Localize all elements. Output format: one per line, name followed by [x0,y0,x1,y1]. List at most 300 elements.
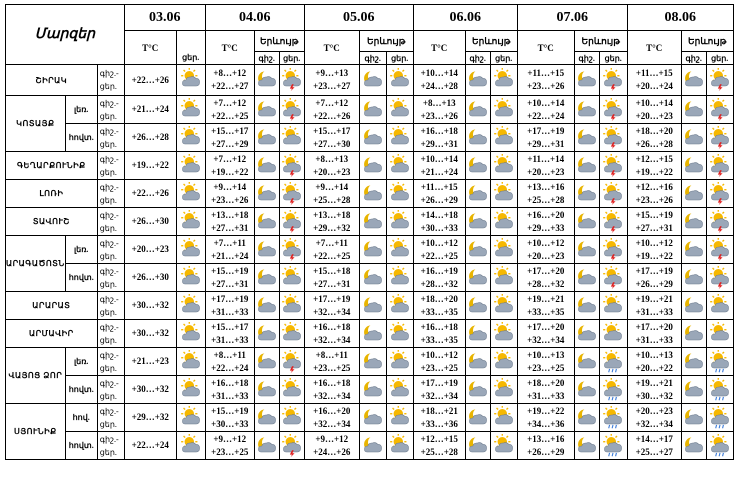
day-temperature: +27…+31 [211,278,249,289]
temperature-range [517,404,574,432]
night-temperature: +19…+21 [635,293,673,304]
temperature-value: +22…+24 [124,432,176,460]
night-temperature: +13…+16 [527,181,565,192]
sun-cloud-thunder-icon [279,208,304,236]
moon-cloud-icon [359,236,386,264]
table-row [6,124,734,152]
day-temperature: +32…+34 [527,334,565,345]
date-header: 05.06 [304,5,413,31]
temperature-range [627,208,681,236]
moon-cloud-icon [254,320,279,348]
moon-cloud-icon [681,65,706,96]
day-temperature: +31…+33 [635,334,673,345]
moon-cloud-icon [465,348,490,376]
day-temperature: +26…+29 [420,194,458,205]
day-temperature: +30…+32 [635,390,673,401]
temperature-range [413,376,465,404]
sun-cloud-thunder-icon [599,180,627,208]
day-temperature: +22…+26 [313,110,351,121]
day-night-label [97,124,124,152]
moon-cloud-icon [681,348,706,376]
temperature-range [517,180,574,208]
temperature-range [304,348,359,376]
night-label: գիշ.- [99,238,119,248]
table-row [6,376,734,404]
day-temperature: +32…+34 [313,334,351,345]
moon-cloud-icon [681,180,706,208]
night-temperature: +17…+20 [635,321,673,332]
night-label: գիշ.- [99,154,119,164]
night-temperature: +14…+18 [420,209,458,220]
night-label: գիշ. [254,52,279,65]
sun-cloud-icon [490,376,517,404]
moon-cloud-icon [574,96,599,124]
forecast-body [6,65,734,460]
night-label: գիշ.- [99,406,119,416]
moon-cloud-icon [359,348,386,376]
temperature-range [205,404,254,432]
night-temperature: +17…+19 [527,125,565,136]
day-temperature: +22…+24 [211,362,249,373]
day-temperature: +19…+22 [635,250,673,261]
temperature-range [205,152,254,180]
night-temperature: +10…+14 [420,153,458,164]
moon-cloud-icon [681,152,706,180]
table-row [6,264,734,292]
moon-cloud-icon [254,65,279,96]
date-header: 08.06 [627,5,733,31]
night-temperature: +8…+13 [422,97,456,108]
sun-cloud-thunder-icon [599,264,627,292]
day-label: ցեր. [176,52,205,65]
sun-cloud-thunder-icon [706,264,733,292]
sun-cloud-icon [176,404,205,432]
temperature-range [205,320,254,348]
night-label: գիշ.- [99,378,119,388]
temperature-range [304,152,359,180]
temperature-value: +30…+32 [124,376,176,404]
phenomena-header: Երևույթ [465,31,517,52]
day-night-label [97,404,124,432]
sun-cloud-rain-icon [706,348,733,376]
day-label: ցեր. [99,335,117,345]
day-temperature: +25…+28 [420,446,458,457]
night-temperature: +9…+12 [213,433,247,444]
temperature-range [627,404,681,432]
sun-cloud-rain-icon [599,432,627,460]
day-temperature: +23…+26 [211,194,249,205]
table-row [6,152,734,180]
night-label: գիշ.- [99,210,119,220]
table-row [6,404,734,432]
night-temperature: +16…+18 [420,321,458,332]
moon-cloud-icon [359,404,386,432]
sun-cloud-icon [176,432,205,460]
temp-header: T°C [304,31,359,65]
day-temperature: +26…+28 [635,138,673,149]
night-label: գիշ.- [99,434,119,444]
day-night-label [97,236,124,264]
zone-label: լեռ. [65,348,97,376]
temperature-range [627,432,681,460]
night-temperature: +15…+19 [211,265,249,276]
night-temperature: +10…+14 [420,68,458,78]
sun-cloud-icon [176,348,205,376]
sun-cloud-icon [279,404,304,432]
night-label: գիշ.- [99,126,119,136]
day-temperature: +32…+34 [635,418,673,429]
moon-cloud-icon [465,236,490,264]
temperature-range [413,96,465,124]
day-temperature: +30…+33 [420,222,458,233]
night-temperature: +16…+18 [420,125,458,136]
region-name: ԱՐԱԳԱԾՈՏՆ [6,236,66,292]
sun-cloud-icon [490,236,517,264]
sun-cloud-thunder-icon [599,96,627,124]
moon-cloud-icon [681,236,706,264]
day-night-label [97,432,124,460]
moon-cloud-icon [359,432,386,460]
temperature-range [517,348,574,376]
day-night-label [97,96,124,124]
moon-cloud-icon [681,96,706,124]
moon-cloud-icon [574,180,599,208]
sun-cloud-icon [706,320,733,348]
night-temperature: +18…+20 [420,293,458,304]
night-temperature: +15…+17 [211,321,249,332]
forecast-table-wrapper [5,4,734,460]
night-temperature: +17…+20 [527,321,565,332]
sun-cloud-icon [176,65,205,96]
date-header: 03.06 [124,5,205,31]
sun-cloud-icon [386,180,413,208]
temperature-range [205,96,254,124]
temperature-range [627,320,681,348]
temperature-value: +30…+32 [124,320,176,348]
moon-cloud-icon [681,432,706,460]
day-temperature: +27…+31 [211,222,249,233]
day-temperature: +23…+27 [313,81,351,91]
night-temperature: +16…+20 [313,405,351,416]
moon-cloud-icon [359,152,386,180]
sun-cloud-icon [386,152,413,180]
zone-label: լեռ. [65,236,97,264]
sun-cloud-icon [599,292,627,320]
sun-cloud-thunder-icon [599,236,627,264]
moon-cloud-icon [465,432,490,460]
day-temperature: +32…+34 [313,390,351,401]
sun-cloud-icon [490,180,517,208]
night-temperature: +17…+19 [420,377,458,388]
temperature-range [413,65,465,96]
moon-cloud-icon [359,124,386,152]
day-temperature: +23…+25 [211,446,249,457]
day-temperature: +25…+28 [527,194,565,205]
temp-header: T°C [517,31,574,65]
temperature-range [413,264,465,292]
day-temperature: +31…+33 [527,390,565,401]
sun-cloud-icon [706,292,733,320]
moon-cloud-icon [574,320,599,348]
sun-cloud-thunder-icon [279,65,304,96]
day-label: ցեր. [279,52,304,65]
sun-cloud-icon [386,264,413,292]
moon-cloud-icon [465,264,490,292]
temperature-value: +22…+26 [124,180,176,208]
night-temperature: +8…+11 [213,349,246,360]
moon-cloud-icon [574,404,599,432]
moon-cloud-icon [254,152,279,180]
night-temperature: +7…+12 [315,97,349,108]
temperature-value: +20…+23 [124,236,176,264]
temperature-range [627,124,681,152]
day-temperature: +29…+31 [420,138,458,149]
sun-cloud-icon [490,208,517,236]
night-temperature: +16…+18 [211,377,249,388]
day-night-label [97,180,124,208]
night-temperature: +15…+17 [211,125,249,136]
day-temperature: +22…+25 [420,250,458,261]
day-temperature: +33…+36 [420,418,458,429]
region-name: ՎԱՅՈՑ ՁՈՐ [6,348,66,404]
region-header: Մարզեր [6,5,125,65]
temperature-range [304,124,359,152]
day-temperature: +23…+26 [635,194,673,205]
temperature-range [517,124,574,152]
moon-cloud-icon [465,376,490,404]
sun-cloud-icon [490,152,517,180]
night-temperature: +13…+18 [211,209,249,220]
moon-cloud-icon [681,404,706,432]
day-temperature: +22…+24 [527,110,565,121]
sun-cloud-icon [176,292,205,320]
temperature-range [304,320,359,348]
night-label: գիշ. [574,52,599,65]
night-temperature: +12…+15 [420,433,458,444]
zone-label: հով. [65,404,97,432]
sun-cloud-icon [386,376,413,404]
night-temperature: +7…+12 [213,153,247,164]
moon-cloud-icon [254,96,279,124]
zone-label: հովտ. [65,264,97,292]
sun-cloud-icon [490,320,517,348]
night-temperature: +18…+20 [635,125,673,136]
day-temperature: +22…+27 [211,81,249,91]
day-temperature: +31…+33 [211,306,249,317]
moon-cloud-icon [574,236,599,264]
moon-cloud-icon [254,348,279,376]
temperature-range [205,292,254,320]
temperature-range [205,124,254,152]
moon-cloud-icon [681,208,706,236]
sun-cloud-thunder-icon [706,96,733,124]
moon-cloud-icon [359,292,386,320]
region-name: ԱՐՄԱՎԻՐ [6,320,98,348]
night-temperature: +17…+19 [211,293,249,304]
day-label: ցեր. [99,167,117,177]
temperature-range [627,348,681,376]
day-label: ցեր. [99,251,117,261]
night-temperature: +15…+19 [635,209,673,220]
region-name: ԿՈՏԱՅՔ [6,96,66,152]
night-temperature: +15…+19 [211,405,249,416]
temperature-value: +26…+28 [124,124,176,152]
sun-cloud-icon [490,65,517,96]
night-temperature: +13…+16 [527,433,565,444]
temperature-range [205,432,254,460]
night-temperature: +11…+15 [420,181,458,192]
night-temperature: +17…+19 [313,293,351,304]
temperature-range [517,320,574,348]
moon-cloud-icon [359,180,386,208]
day-temperature: +23…+25 [527,362,565,373]
day-label: ցեր. [599,52,627,65]
night-temperature: +10…+12 [420,349,458,360]
night-temperature: +17…+20 [527,265,565,276]
zone-label: լեռ. [65,96,97,124]
zone-label: հովտ. [65,432,97,460]
moon-cloud-icon [574,432,599,460]
sun-cloud-thunder-icon [279,348,304,376]
moon-cloud-icon [465,96,490,124]
day-temperature: +24…+28 [420,81,458,91]
sun-cloud-rain-icon [599,404,627,432]
moon-cloud-icon [465,292,490,320]
phenomena-header: Երևույթ [681,31,733,52]
night-temperature: +16…+19 [420,265,458,276]
day-temperature: +24…+26 [313,446,351,457]
day-temperature: +31…+33 [635,306,673,317]
date-header: 06.06 [413,5,517,31]
table-row [6,208,734,236]
sun-cloud-thunder-icon [599,124,627,152]
day-temperature: +23…+26 [527,81,565,91]
temperature-range [517,152,574,180]
temperature-value: +21…+24 [124,96,176,124]
temperature-range [413,208,465,236]
moon-cloud-icon [574,208,599,236]
night-temperature: +15…+17 [313,125,351,136]
temperature-range [304,96,359,124]
region-name: ԱՐԱՐԱՏ [6,292,98,320]
moon-cloud-icon [359,264,386,292]
day-temperature: +23…+25 [313,362,351,373]
night-temperature: +11…+14 [527,153,565,164]
region-name: ՏԱՎՈՒՇ [6,208,98,236]
day-temperature: +19…+22 [211,166,249,177]
sun-cloud-icon [490,348,517,376]
temperature-range [517,292,574,320]
sun-cloud-icon [386,404,413,432]
day-temperature: +28…+32 [527,278,565,289]
temperature-range [413,236,465,264]
temperature-range [413,292,465,320]
temperature-range [517,236,574,264]
night-label: գիշ.- [99,98,119,108]
sun-cloud-thunder-icon [279,432,304,460]
temperature-range [517,96,574,124]
day-label: ցեր. [490,52,517,65]
temperature-range [205,65,254,96]
sun-cloud-rain-icon [706,376,733,404]
day-label: ցեր. [99,195,117,205]
moon-cloud-icon [465,65,490,96]
sun-cloud-icon [279,320,304,348]
day-temperature: +26…+29 [527,446,565,457]
night-temperature: +15…+18 [313,265,351,276]
night-temperature: +10…+14 [527,97,565,108]
temperature-range [627,180,681,208]
night-temperature: +8…+12 [213,68,247,78]
temperature-range [304,208,359,236]
temperature-range [627,65,681,96]
temperature-range [304,236,359,264]
phenomena-header: Երևույթ [359,31,413,52]
sun-cloud-icon [490,124,517,152]
sun-cloud-icon [176,376,205,404]
moon-cloud-icon [681,124,706,152]
sun-cloud-icon [176,180,205,208]
moon-cloud-icon [574,264,599,292]
sun-cloud-thunder-icon [279,96,304,124]
temperature-range [205,376,254,404]
moon-cloud-icon [465,404,490,432]
sun-cloud-thunder-icon [706,152,733,180]
night-temperature: +12…+15 [635,153,673,164]
sun-cloud-icon [490,96,517,124]
temperature-range [205,208,254,236]
temperature-range [517,208,574,236]
phenomena-header: Երևույթ [254,31,304,52]
moon-cloud-icon [254,124,279,152]
night-label: գիշ.- [99,322,119,332]
table-row [6,348,734,376]
sun-cloud-icon [176,208,205,236]
table-row [6,180,734,208]
moon-cloud-icon [254,376,279,404]
day-temperature: +20…+23 [527,166,565,177]
night-temperature: +9…+14 [315,181,349,192]
sun-cloud-icon [176,320,205,348]
temperature-range [413,348,465,376]
temperature-value: +26…+30 [124,208,176,236]
day-night-label [97,376,124,404]
night-temperature: +16…+18 [313,377,351,388]
day-temperature: +29…+33 [527,222,565,233]
day-temperature: +23…+26 [420,110,458,121]
day-temperature: +34…+36 [527,418,565,429]
moon-cloud-icon [465,124,490,152]
day-temperature: +28…+32 [420,278,458,289]
day-label: ցեր. [99,391,117,401]
date-header: 04.06 [205,5,304,31]
sun-cloud-icon [490,404,517,432]
sun-cloud-icon [386,320,413,348]
table-row [6,65,734,96]
night-label: գիշ. [465,52,490,65]
table-row [6,236,734,264]
table-row [6,432,734,460]
night-label: գիշ. [359,52,386,65]
temperature-range [413,404,465,432]
day-temperature: +29…+32 [313,222,351,233]
sun-cloud-icon [490,292,517,320]
temperature-range [304,65,359,96]
day-temperature: +20…+23 [527,250,565,261]
day-temperature: +31…+33 [211,390,249,401]
sun-cloud-icon [176,124,205,152]
sun-cloud-thunder-icon [706,236,733,264]
